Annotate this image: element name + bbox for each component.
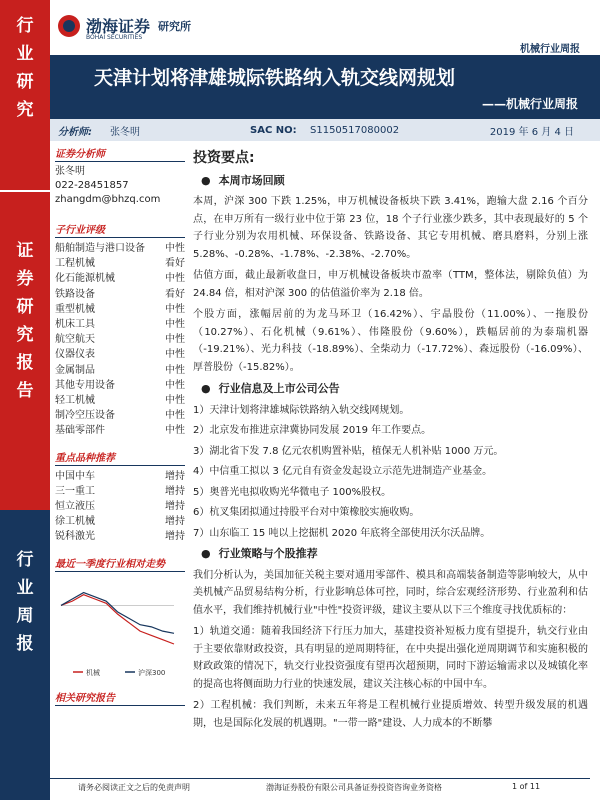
rating-row-rating: 中性 [165, 319, 185, 331]
footer-company: 渤海证券股份有限公司具备证券投资咨询业务资格 [266, 783, 442, 792]
rating-row-name: 轻工机械 [55, 395, 95, 407]
logo-cn: 渤海证券 [86, 17, 151, 36]
rail-transit-paragraph: 1）轨道交通：随着我国经济下行压力加大，基建投资补短板力度有望提升，轨交行业由于主要依靠财政投资，具有明显的逆周期特征，在中央提出强化逆周期调节和实施积极的财政政策的情况下，轨交行业投资强度有望再次超预期，同时下游运输需求以及城镇化率的提高也将侧面助力行业的快速发展，建议关注核心标的中国中车。 [193, 626, 588, 690]
left-column [55, 145, 185, 709]
sidebar-char: 行 [16, 16, 34, 36]
sac-label: SAC NO: [250, 124, 297, 136]
rating-row-rating: 中性 [165, 410, 185, 422]
stock-row [55, 484, 185, 499]
rating-row [55, 287, 185, 302]
analyst-name: 张冬明 [110, 126, 140, 138]
rating-row [55, 332, 185, 347]
footer-disclaimer: 请务必阅读正文之后的免责声明 [78, 783, 190, 792]
rating-row [55, 408, 185, 423]
stock-row-rating: 增持 [165, 501, 185, 513]
rating-row-name: 基础零部件 [55, 425, 105, 437]
stock-row-rating: 增持 [165, 485, 185, 497]
sidebar-char: 报 [16, 634, 34, 654]
investment-highlights-heading: 投资要点: [193, 150, 255, 166]
sidebar-char: 业 [16, 578, 34, 598]
main-content [193, 150, 588, 736]
left-sidebar [0, 0, 50, 800]
stock-row-rating: 增持 [165, 531, 185, 543]
stock-row-name: 恒立液压 [55, 501, 95, 513]
sac-value: S1150517080002 [310, 124, 400, 136]
construction-machinery-paragraph: 2）工程机械：我们判断，未来五年将是工程机械行业提质增效、转型升级发展的机遇期，也是国际化发展的机遇期。"一带一路"建设、人力成本的不断攀 [193, 700, 588, 729]
report-type: 机械行业周报 [520, 44, 580, 55]
rating-row [55, 347, 185, 362]
valuation-paragraph: 估值方面，截止最新收盘日，申万机械设备板块市盈率（TTM，整体法，剔除负值）为 24.84 倍，相对沪深 300 的估值溢价率为 2.18 倍。 [193, 270, 588, 299]
rating-row-rating: 中性 [165, 379, 185, 391]
rating-row-name: 航空航天 [55, 334, 95, 346]
news-item: 5）奥普光电拟收购光华微电子 100%股权。 [193, 486, 392, 498]
rating-row [55, 317, 185, 332]
analyst-section-title: 证券分析师 [55, 145, 185, 162]
rating-row-rating: 中性 [165, 425, 185, 437]
analyst-phone: 022-28451857 [55, 180, 129, 191]
chart-svg [55, 576, 180, 681]
strategy-paragraph: 我们分析认为，美国加征关税主要对通用零部件、模具和高端装备制造等影响较大，从中美机械产品贸易结构分析，行业影响总体可控，同时，综合宏观经济形势、行业盈利和估值水平，我们维持机械行业"中性"投资评级，建议主要从以下三个维度寻找优质标的： [193, 569, 588, 616]
news-item: 7）山东临工 15 吨以上挖掘机 2020 年底将全部使用沃尔沃品牌。 [193, 527, 491, 539]
rating-row-name: 船舶制造与港口设备 [55, 243, 145, 254]
rating-row-name: 其他专用设备 [55, 379, 115, 391]
stock-table [55, 469, 185, 545]
footer-divider [50, 778, 590, 779]
rating-row-name: 重型机械 [55, 303, 95, 315]
stock-row [55, 469, 185, 484]
sidebar-char: 周 [16, 606, 34, 626]
stock-row-rating: 增持 [165, 516, 185, 528]
analyst-contact-name: 张冬明 [55, 166, 85, 177]
stock-row-name: 中国中车 [55, 470, 95, 482]
bohai-logo [58, 14, 192, 41]
stock-row-rating: 增持 [165, 470, 185, 482]
section-strategy: ● 行业策略与个股推荐 [201, 545, 588, 563]
rating-row-rating: 中性 [165, 349, 185, 361]
news-item: 6）杭叉集团拟通过持股平台对中策橡胶实施收购。 [193, 507, 420, 518]
analyst-label: 分析师: [58, 126, 92, 138]
sidebar-char: 券 [16, 269, 34, 289]
news-item: 3）湖北省下发 7.8 亿元农机购置补贴，植保无人机补贴 1000 万元。 [193, 445, 504, 457]
rating-row-rating: 中性 [165, 395, 185, 407]
page-subtitle: ——机械行业周报 [481, 97, 578, 111]
rating-row [55, 256, 185, 271]
stock-row [55, 514, 185, 529]
logo-dept: 研究所 [158, 19, 192, 33]
news-item: 2）北京发布推进京津冀协同发展 2019 年工作要点。 [193, 425, 432, 436]
rating-row [55, 302, 185, 317]
rating-row [55, 393, 185, 408]
rating-section-title: 子行业评级 [55, 221, 185, 238]
stock-row-name: 锐科激光 [55, 531, 95, 543]
section-industry-news: ● 行业信息及上市公司公告 [201, 380, 588, 398]
rating-row-rating: 中性 [165, 364, 185, 376]
news-item: 1）天津计划将津雄城际铁路纳入轨交线网规划。 [193, 404, 410, 416]
sidebar-char: 报 [16, 353, 34, 373]
sidebar-char: 证 [16, 241, 34, 261]
series-line-0 [61, 594, 174, 643]
rating-row-rating: 看好 [165, 258, 185, 270]
rating-row [55, 241, 185, 256]
stocks-paragraph: 个股方面，涨幅居前的为龙马环卫（16.42%）、宇晶股份（11.00%）、一拖股份（10.27%）、石化机械（9.61%）、伟隆股份（9.60%），跌幅居前的为泰瑞机器（-19.21%）、光力科技（-18.89%）、全柴动力（-17.72%）、森远股份（-16.09%）、厚普股份（-15.82%）。 [193, 309, 588, 373]
chart-section-title: 最近一季度行业相对走势 [55, 555, 185, 572]
rating-row [55, 423, 185, 438]
rating-row [55, 271, 185, 286]
sidebar-char: 业 [16, 44, 34, 64]
news-item: 4）中信重工拟以 3 亿元自有资金发起设立示范先进制造产业基金。 [193, 466, 493, 477]
rating-row-name: 仪器仪表 [55, 349, 95, 361]
legend-label: 机械 [86, 668, 100, 677]
rating-row-rating: 看好 [165, 288, 185, 300]
rating-row-name: 金属制品 [55, 364, 95, 376]
analyst-bar [50, 119, 600, 141]
rating-row-name: 铁路设备 [55, 288, 95, 300]
stock-row-name: 徐工机械 [55, 516, 95, 528]
market-review-p1: 本周，沪深 300 下跌 1.25%，申万机械设备板块下跌 3.41%，跑输大盘 2.16 个百分点，在申万所有一级行业中位于第 23 位，18 个子行业涨少跌多，其中表现最好的 5 个子行业分别为农用机械、环保设备、铁路设备、其它专用机械、磨具磨料，分别上涨 5.28%、-0.28%、-1.78%、-2.38%、-2.70%。 [193, 196, 588, 260]
stock-row [55, 529, 185, 544]
relative-trend-chart [55, 576, 180, 681]
sidebar-char: 行 [16, 550, 34, 570]
sidebar-char: 究 [16, 100, 34, 120]
page-title: 天津计划将津雄城际铁路纳入轨交线网规划 [94, 67, 456, 89]
sidebar-char: 研 [16, 72, 34, 92]
logo-en: BOHAI SECURITIES [86, 34, 143, 41]
legend-label: 沪深300 [138, 668, 166, 677]
sidebar-block-industry-weekly [0, 510, 50, 800]
rating-row-name: 化石能源机械 [55, 273, 115, 285]
stocks-section-title: 重点品种推荐 [55, 449, 185, 466]
stock-row-name: 三一重工 [55, 485, 95, 497]
stock-row [55, 499, 185, 514]
page-number: 1 of 11 [512, 782, 541, 791]
related-section-title: 相关研究报告 [55, 689, 185, 706]
sidebar-char: 研 [16, 297, 34, 317]
analyst-email[interactable]: zhangdm@bhzq.com [55, 194, 161, 205]
rating-row-name: 机床工具 [55, 319, 95, 331]
rating-table [55, 241, 185, 439]
rating-row-rating: 中性 [165, 273, 185, 285]
sidebar-block-industry-research [0, 0, 50, 190]
rating-row-name: 制冷空压设备 [55, 410, 115, 422]
sidebar-char: 告 [16, 381, 34, 401]
title-bar [50, 55, 600, 119]
rating-row-name: 工程机械 [55, 258, 95, 270]
section-market-review: ● 本周市场回顾 [201, 172, 588, 190]
rating-row [55, 378, 185, 393]
rating-row-rating: 中性 [165, 243, 185, 254]
bohai-logo-icon [58, 15, 80, 37]
report-date: 2019 年 6 月 4 日 [489, 126, 574, 138]
sidebar-char: 究 [16, 325, 34, 345]
rating-row-rating: 中性 [165, 303, 185, 315]
sidebar-block-securities-report [0, 190, 50, 510]
series-line-1 [61, 592, 174, 633]
rating-row-rating: 中性 [165, 334, 185, 346]
news-list [193, 402, 588, 543]
rating-row [55, 363, 185, 378]
